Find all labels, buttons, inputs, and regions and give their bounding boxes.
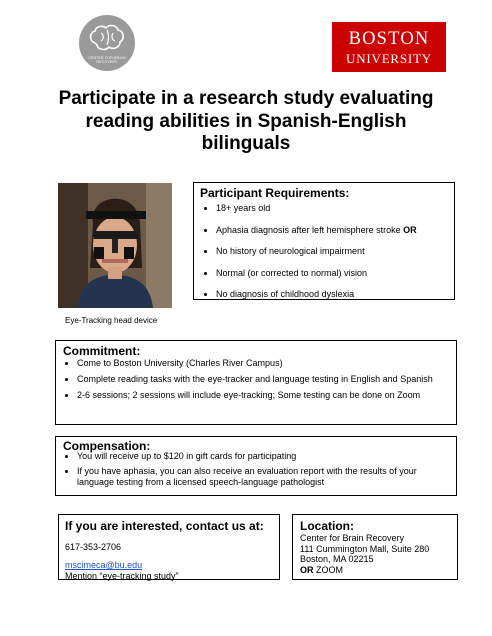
compensation-list — [77, 451, 449, 488]
compensation-heading: Compensation: — [63, 439, 151, 453]
location-zoom: ZOOM — [313, 564, 343, 575]
brain-icon — [87, 23, 127, 55]
contact-phone[interactable]: 617-353-2706 — [65, 542, 122, 552]
title-line-3: bilinguals — [201, 133, 291, 154]
requirement-or: OR — [403, 224, 417, 235]
location-line-2: 111 Cummington Mall, Suite 280 — [300, 543, 430, 554]
title-line-2: reading abilities in Spanish-English — [85, 110, 407, 132]
list-item: 2-6 sessions; 2 sessions will include eye-tracking; Some testing can be done on Zoom — [77, 390, 449, 401]
location-heading: Location: — [300, 519, 354, 533]
commitment-list — [77, 358, 449, 401]
cbr-logo — [79, 15, 135, 71]
requirements-heading: Participant Requirements: — [200, 186, 350, 200]
list-item: You will receive up to $120 in gift cards for participating — [77, 451, 449, 462]
requirement-text: Aphasia diagnosis after left hemisphere stroke — [216, 224, 404, 235]
commitment-heading: Commitment: — [63, 344, 141, 358]
list-item: No history of neurological impairment — [216, 246, 448, 257]
requirements-list — [216, 203, 448, 300]
photo-caption: Eye-Tracking head device — [65, 316, 158, 325]
contact-mention: Mention “eye-tracking study” — [65, 571, 179, 581]
compensation-box — [55, 436, 457, 496]
list-item: 18+ years old — [216, 203, 448, 214]
boston-university-logo — [332, 22, 446, 72]
participant-requirements-box — [193, 182, 455, 300]
list-item: If you have aphasia, you can also receive an evaluation report with the results of your language testing from a licensed speech-language pathologist — [77, 466, 449, 488]
bu-logo-line2: UNIVERSITY — [346, 51, 432, 66]
contact-heading: If you are interested, contact us at: — [65, 519, 264, 533]
location-box — [292, 514, 458, 580]
contact-email-link[interactable]: mscimeca@bu.edu — [65, 560, 143, 570]
bu-logo-line1: BOSTON — [348, 29, 430, 49]
list-item: Come to Boston University (Charles River Campus) — [77, 358, 449, 369]
list-item: No diagnosis of childhood dyslexia — [216, 289, 448, 300]
list-item — [216, 225, 448, 236]
list-item: Normal (or corrected to normal) vision — [216, 268, 448, 279]
page-title — [40, 88, 452, 156]
contact-box — [58, 514, 280, 580]
cbr-logo-text: CENTER FOR BRAIN RECOVERY — [88, 55, 126, 64]
location-line-3: Boston, MA 02215 — [300, 554, 374, 564]
eye-tracker-photo — [58, 183, 172, 308]
location-line-4 — [300, 565, 450, 576]
commitment-box — [55, 340, 457, 425]
location-or: OR — [300, 564, 314, 575]
location-line-1: Center for Brain Recovery — [300, 533, 405, 543]
person-with-headset-image — [58, 183, 172, 308]
list-item: Complete reading tasks with the eye-tracker and language testing in English and Spanish — [77, 374, 449, 385]
title-line-1: Participate in a research study evaluating — [58, 88, 434, 109]
